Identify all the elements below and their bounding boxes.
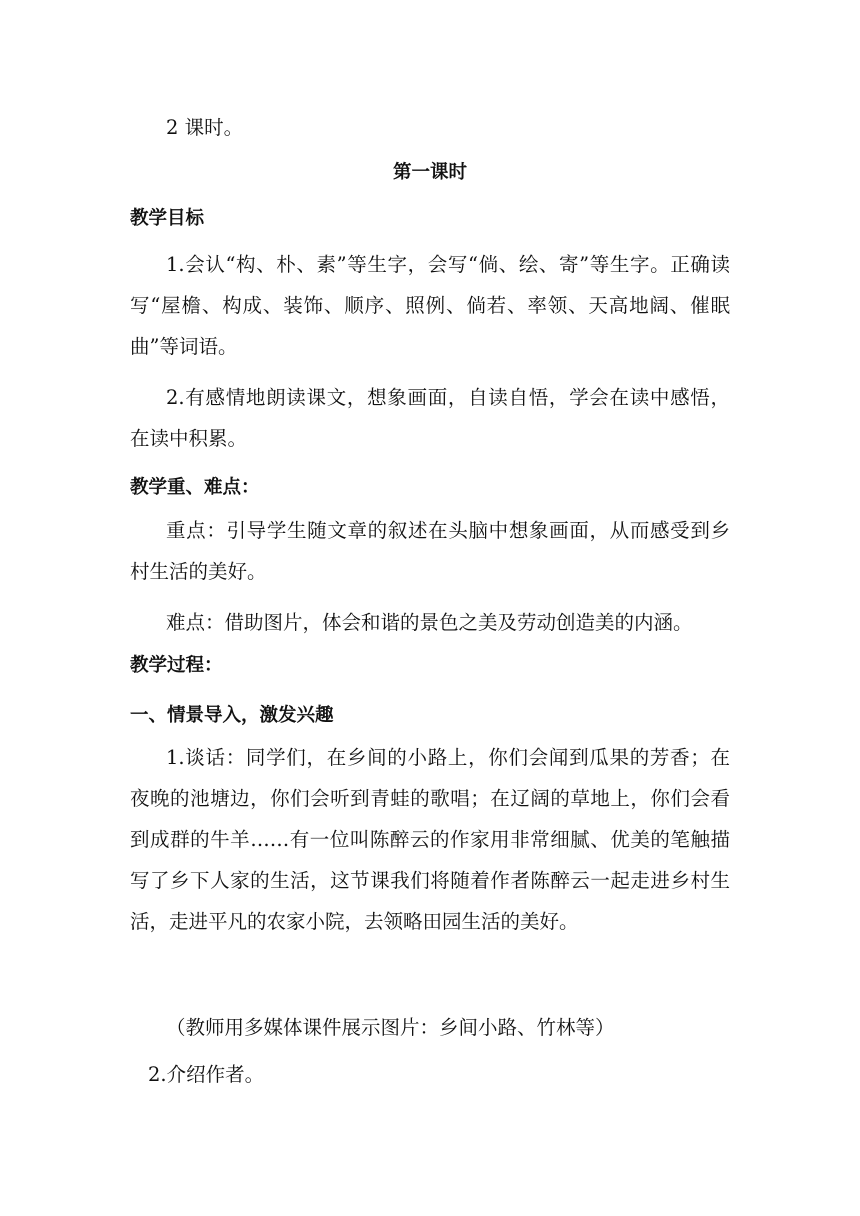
teacher-note: （教师用多媒体课件展示图片：乡间小路、竹林等） — [166, 1016, 615, 1039]
section-1-heading: 一、情景导入，激发兴趣 — [130, 705, 334, 726]
goal-item-2: 2.有感情地朗读课文，想象画面，自读自悟，学会在读中感悟，在读中积累。 — [130, 386, 730, 450]
section-title: 第一课时 — [392, 162, 467, 183]
key-point-text: 重点：引导学生随文章的叙述在头脑中想象画面，从而感受到乡村生活的美好。 — [130, 519, 730, 583]
goals-heading: 教学目标 — [130, 208, 205, 229]
process-item-1: 1.谈话：同学们，在乡间的小路上，你们会闻到瓜果的芳香；在夜晚的池塘边，你们会听到青蛙的歌唱；在辽阔的草地上，你们会看到成群的牛羊……有一位叫陈醉云的作家用非常细腻、优美的笔触描写了乡下人家的生活，这节课我们将随着作者陈醉云一起走进乡村生活，走进平凡的农家小院，去领略田园生活的美好。 — [130, 746, 730, 933]
process-heading: 教学过程： — [130, 655, 223, 676]
intro-line: 2 课时。 — [166, 116, 244, 139]
process-item-2: 2.介绍作者。 — [148, 1063, 265, 1086]
difficulty-text: 难点：借助图片，体会和谐的景色之美及劳动创造美的内涵。 — [166, 611, 693, 634]
goal-item-1: 1.会认“构、朴、素”等生字，会写“倘、绘、寄”等生字。正确读写“屋檐、构成、装饰、顺序、照例、倘若、率领、天高地阔、催眠曲”等词语。 — [130, 253, 730, 358]
key-points-heading: 教学重、难点： — [130, 477, 260, 498]
